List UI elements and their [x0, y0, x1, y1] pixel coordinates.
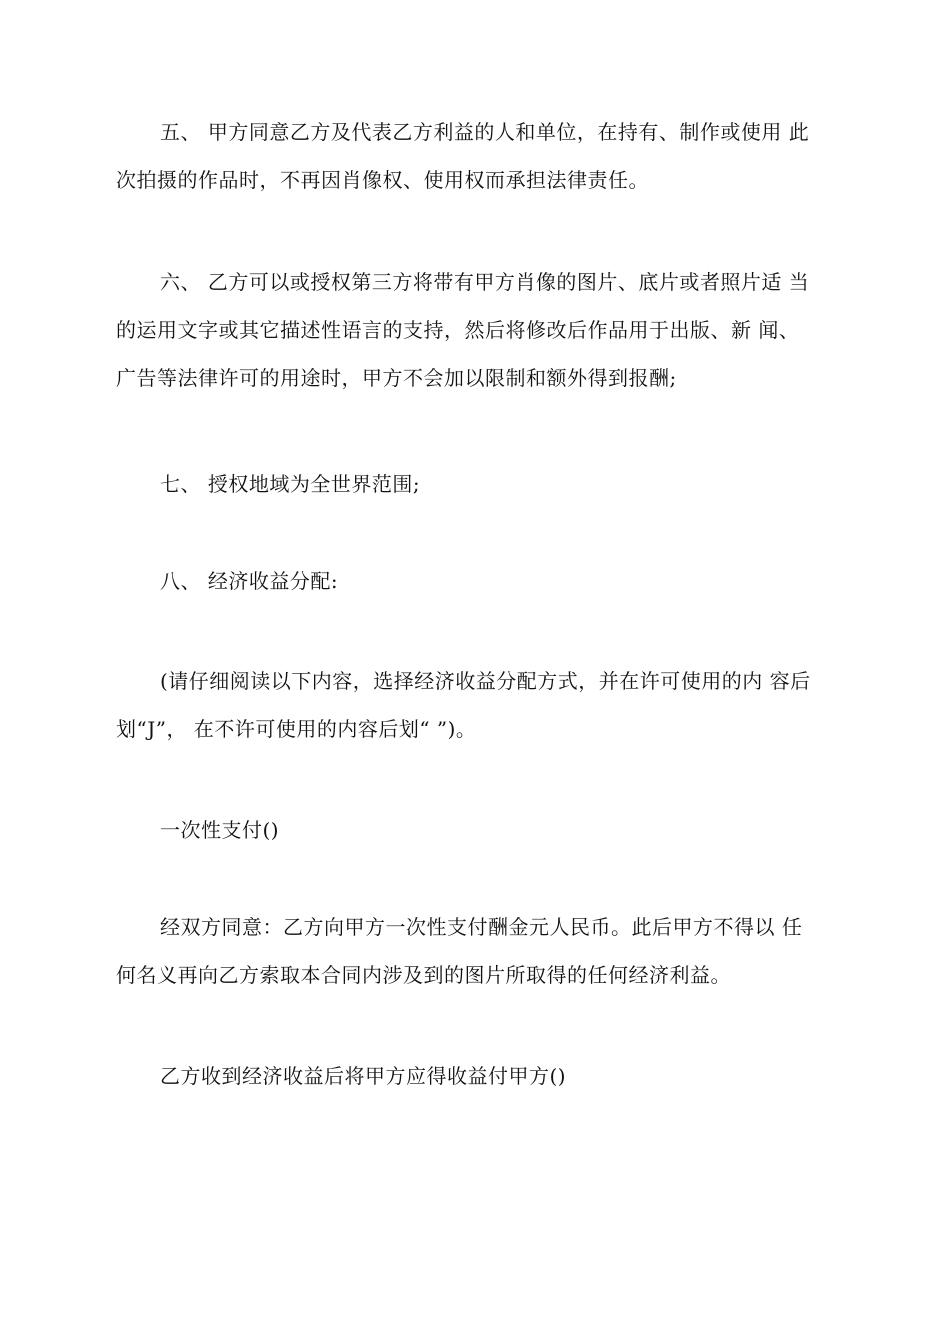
- instruction-paragraph: [116, 657, 846, 753]
- paragraph-line: 一次性支付(): [160, 818, 280, 842]
- paragraph-line: 何名义再向乙方索取本合同内涉及到的图片所取得的任何经济利益。: [116, 963, 731, 987]
- lump-sum-option: [116, 806, 846, 854]
- clause-6-paragraph: [116, 258, 846, 402]
- paragraph-line: 经双方同意：乙方向甲方一次性支付酬金元人民币。此后甲方不得以 任: [160, 915, 803, 939]
- paragraph-line: 乙方收到经济收益后将甲方应得收益付甲方(): [160, 1064, 567, 1088]
- paragraph-line: 六、 乙方可以或授权第三方将带有甲方肖像的图片、底片或者照片适 当: [160, 270, 810, 294]
- paragraph-line: 的运用文字或其它描述性语言的支持，然后将修改后作品用于出版、新 闻、: [116, 318, 800, 342]
- revenue-share-option: [116, 1052, 846, 1100]
- clause-5-paragraph: [116, 108, 846, 204]
- paragraph-line: 广告等法律许可的用途时，甲方不会加以限制和额外得到报酬;: [116, 366, 677, 390]
- paragraph-line: 次拍摄的作品时，不再因肖像权、使用权而承担法律责任。: [116, 168, 649, 192]
- clause-7-paragraph: [116, 460, 846, 508]
- paragraph-line: 八、 经济收益分配:: [160, 569, 339, 593]
- lump-sum-terms-paragraph: [116, 903, 846, 999]
- paragraph-line: 七、 授权地域为全世界范围;: [160, 472, 421, 496]
- paragraph-line: 五、 甲方同意乙方及代表乙方利益的人和单位，在持有、制作或使用 此: [160, 120, 810, 144]
- paragraph-line: (请仔细阅读以下内容，选择经济收益分配方式，并在许可使用的内 容后: [160, 669, 811, 693]
- clause-8-heading: [116, 557, 846, 605]
- paragraph-line: 划“J”， 在不许可使用的内容后划“ ”)。: [116, 717, 477, 741]
